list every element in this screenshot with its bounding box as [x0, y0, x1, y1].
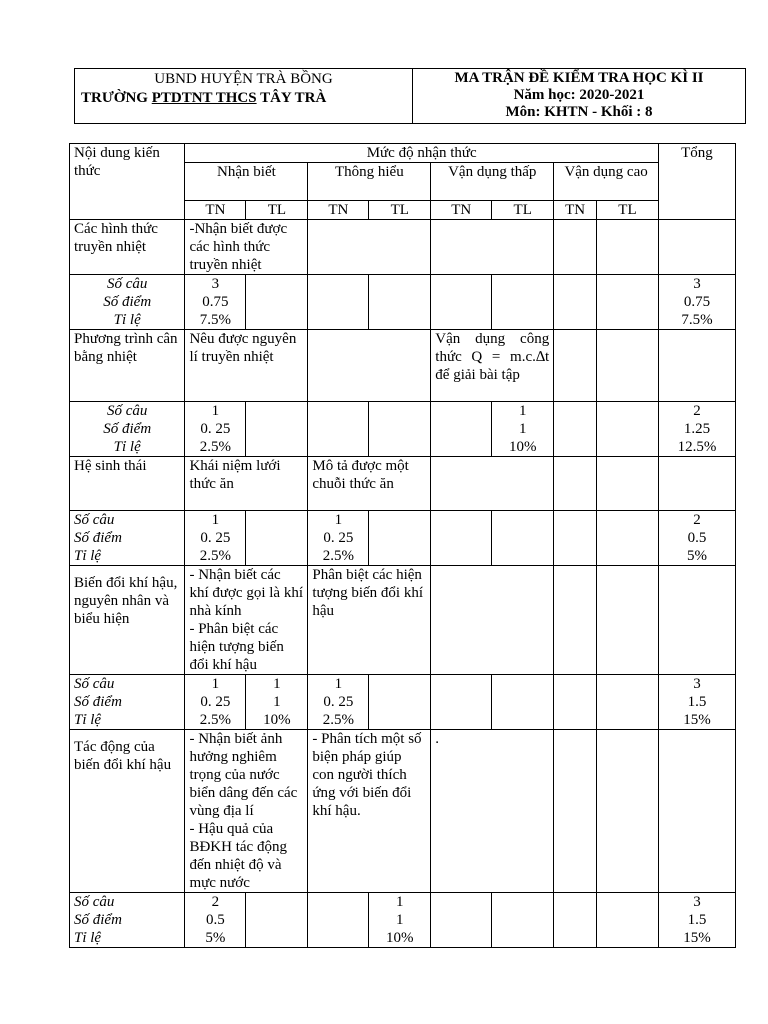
stat-label: Tỉ lệ: [113, 312, 141, 328]
stat-nb-tn: [185, 675, 246, 730]
topic-row: [70, 457, 736, 511]
stat-label: Số câu: [74, 894, 115, 910]
exam-matrix-table: [69, 143, 736, 948]
stat-vdc-tl: [596, 275, 658, 330]
van-dung-thap-description: [431, 457, 554, 511]
stat-vdt-tn: [431, 402, 492, 457]
stat-value: 3: [693, 894, 701, 910]
stat-nb-tn: [185, 402, 246, 457]
stat-label: Tỉ lệ: [113, 439, 141, 455]
stat-vdc-tn: [554, 275, 597, 330]
description-line: - Hậu quả của BĐKH tác động đến nhiệt độ và mực nước: [189, 821, 287, 891]
stat-value: 5%: [205, 930, 226, 946]
stat-value: 0. 25: [200, 694, 231, 710]
stat-value: 0. 25: [323, 694, 354, 710]
stat-th-tl: [369, 893, 431, 948]
stat-vdt-tl: [492, 675, 554, 730]
stat-value: 1: [518, 421, 527, 437]
stat-th-tl: [369, 402, 431, 457]
stat-total: [658, 275, 735, 330]
stat-vdc-tl: [596, 893, 658, 948]
stat-total: [658, 402, 735, 457]
description-line: -Nhận biết được các hình thức truyền nhiệt: [189, 221, 288, 273]
stat-value: 2.5%: [199, 548, 232, 564]
van-dung-thap-description: [431, 566, 554, 675]
stat-value: 2.5%: [199, 439, 232, 455]
stat-value: 15%: [683, 712, 711, 728]
stat-value: 10%: [508, 439, 537, 455]
topic-name: Hệ sinh thái: [70, 457, 185, 511]
stat-nb-tl: [246, 275, 308, 330]
van-dung-cao-tl-cell: [596, 220, 658, 275]
stat-nb-tn: [185, 275, 246, 330]
total-header: Tổng: [658, 144, 735, 220]
description-line: Nêu được nguyên lí truyền nhiệt: [189, 331, 297, 365]
stat-total: [658, 893, 735, 948]
stat-value: 10%: [386, 930, 414, 946]
stat-value: 1.25: [683, 421, 711, 437]
description-line: Vận dụng công thức Q = m.c.∆t để giải bài tập: [435, 331, 550, 383]
description-line: Phân biệt các hiện tượng biến đổi khí hậu: [312, 567, 424, 619]
stat-value: 3: [693, 276, 701, 292]
stats-row: [70, 893, 736, 948]
stat-vdt-tl: [492, 511, 554, 566]
topic-name: Tác động của biến đổi khí hậu: [70, 730, 185, 893]
sub-tl: TL: [369, 201, 431, 220]
van-dung-thap-description: [431, 220, 554, 275]
content-header: Nội dung kiến thức: [70, 144, 185, 220]
total-cell: [658, 457, 735, 511]
stat-vdt-tn: [431, 275, 492, 330]
sub-tl: TL: [492, 201, 554, 220]
stat-label: Số điểm: [103, 294, 152, 310]
description-line: - Phân tích một số biện pháp giúp con người thích ứng với biến đổi khí hậu.: [312, 731, 422, 819]
stat-labels: [70, 402, 185, 457]
stat-value: 12.5%: [677, 439, 717, 455]
stat-vdt-tl: [492, 893, 554, 948]
school-info: [75, 69, 413, 123]
stat-label: Tỉ lệ: [74, 712, 102, 728]
stat-nb-tn: [185, 893, 246, 948]
nhan-biet-description: [185, 220, 308, 275]
total-cell: [658, 220, 735, 275]
stat-th-tn: [308, 675, 369, 730]
van-dung-thap-description: [431, 330, 554, 402]
stat-value: 2.5%: [199, 712, 232, 728]
stat-value: 1.5: [687, 694, 707, 710]
van-dung-cao-tn-cell: [554, 566, 597, 675]
stat-labels: [70, 893, 185, 948]
nhan-biet-description: [185, 566, 308, 675]
stat-label: Tỉ lệ: [74, 548, 102, 564]
description-line: Khái niệm lưới thức ăn: [189, 458, 281, 492]
document-header: [74, 68, 746, 124]
stat-label: Số điểm: [103, 421, 152, 437]
topic-name: Các hình thức truyền nhiệt: [70, 220, 185, 275]
van-dung-thap-description: [431, 730, 554, 893]
van-dung-cao-tn-cell: [554, 730, 597, 893]
description-line: - Nhận biết ảnh hưởng nghiêm trọng của nước biển dâng đến các vùng địa lí: [189, 731, 298, 819]
stat-label: Tỉ lệ: [74, 930, 102, 946]
van-dung-cao-tl-cell: [596, 730, 658, 893]
sub-tn: TN: [554, 201, 597, 220]
stat-value: 2: [693, 403, 701, 419]
description-line: .: [435, 731, 440, 747]
thong-hieu-description: [308, 457, 431, 511]
van-dung-cao-tl-cell: [596, 330, 658, 402]
stat-value: 1: [396, 894, 404, 910]
stat-vdc-tn: [554, 402, 597, 457]
stat-labels: [70, 511, 185, 566]
stat-total: [658, 675, 735, 730]
stat-value: 1: [211, 512, 220, 528]
exam-info: [413, 69, 745, 123]
stat-th-tl: [369, 511, 431, 566]
stat-value: 1: [273, 676, 281, 692]
thong-hieu-description: [308, 220, 431, 275]
stat-nb-tn: [185, 511, 246, 566]
stat-value: 0.75: [202, 294, 229, 310]
nhan-biet-description: [185, 330, 308, 402]
topic-name: Phương trình cân bằng nhiệt: [70, 330, 185, 402]
stat-vdt-tl: [492, 402, 554, 457]
stat-labels: [70, 275, 185, 330]
level-header: Mức độ nhận thức: [185, 144, 659, 163]
nhan-biet-description: [185, 730, 308, 893]
stat-value: 7.5%: [199, 312, 232, 328]
thong-hieu-description: [308, 566, 431, 675]
stat-vdt-tn: [431, 893, 492, 948]
stat-vdc-tl: [596, 675, 658, 730]
stat-vdc-tn: [554, 893, 597, 948]
stat-vdc-tl: [596, 402, 658, 457]
school-year: Năm học: 2020-2021: [513, 87, 645, 103]
stat-value: 1: [396, 912, 404, 928]
level-nhan-biet: Nhận biết: [185, 163, 308, 201]
sub-tn: TN: [185, 201, 246, 220]
stat-th-tn: [308, 511, 369, 566]
sub-tl: TL: [596, 201, 658, 220]
stat-nb-tl: [246, 511, 308, 566]
school-name: TRƯỜNG PTDTNT THCS TÂY TRÀ: [81, 90, 327, 106]
stat-vdc-tl: [596, 511, 658, 566]
stat-label: Số câu: [74, 512, 115, 528]
thong-hieu-description: [308, 730, 431, 893]
stats-row: [70, 275, 736, 330]
stat-value: 1: [334, 512, 343, 528]
stat-value: 2: [211, 894, 220, 910]
stat-value: 0.5: [206, 912, 225, 928]
stat-value: 1: [211, 676, 220, 692]
stat-value: 0. 25: [323, 530, 354, 546]
stat-nb-tl: [246, 675, 308, 730]
stats-row: [70, 402, 736, 457]
stat-value: 7.5%: [681, 312, 713, 328]
stat-value: 0. 25: [200, 421, 231, 437]
stats-row: [70, 511, 736, 566]
stat-label: Số câu: [74, 676, 115, 692]
stat-label: Số câu: [107, 403, 148, 419]
stat-vdt-tl: [492, 275, 554, 330]
stat-label: Số điểm: [74, 912, 122, 928]
stat-value: 5%: [686, 548, 707, 564]
level-van-dung-cao: Vận dụng cao: [554, 163, 659, 201]
stat-th-tn: [308, 893, 369, 948]
sub-tn: TN: [308, 201, 369, 220]
stat-value: 0.5: [687, 530, 707, 546]
level-van-dung-thap: Vận dụng thấp: [431, 163, 554, 201]
description-line: - Phân biệt các hiện tượng biến đổi khí hậu: [189, 621, 284, 673]
stat-vdc-tn: [554, 675, 597, 730]
stat-value: 2: [693, 512, 701, 528]
van-dung-cao-tn-cell: [554, 457, 597, 511]
total-cell: [658, 566, 735, 675]
stats-row: [70, 675, 736, 730]
topic-row: [70, 730, 736, 893]
level-thong-hieu: Thông hiểu: [308, 163, 431, 201]
stat-vdt-tn: [431, 511, 492, 566]
district-name: UBND HUYỆN TRÀ BỒNG: [154, 71, 333, 87]
topic-row: [70, 220, 736, 275]
stat-value: 2.5%: [322, 548, 354, 564]
stat-nb-tl: [246, 402, 308, 457]
subject-grade: Môn: KHTN - Khối : 8: [505, 104, 653, 120]
van-dung-cao-tl-cell: [596, 457, 658, 511]
stat-value: 1: [334, 676, 343, 692]
nhan-biet-description: [185, 457, 308, 511]
stat-nb-tl: [246, 893, 308, 948]
stat-value: 15%: [683, 930, 711, 946]
stat-value: 10%: [263, 712, 291, 728]
stat-label: Số điểm: [74, 694, 122, 710]
topic-row: [70, 566, 736, 675]
sub-tn: TN: [431, 201, 492, 220]
stat-th-tn: [308, 402, 369, 457]
stat-label: Số điểm: [74, 530, 122, 546]
stat-value: 1: [273, 694, 281, 710]
stat-th-tn: [308, 275, 369, 330]
total-cell: [658, 730, 735, 893]
thong-hieu-description: [308, 330, 431, 402]
stat-value: 0. 25: [200, 530, 231, 546]
exam-title: MA TRẬN ĐỀ KIỂM TRA HỌC KÌ II: [454, 70, 704, 86]
description-line: Mô tả được một chuỗi thức ăn: [312, 458, 409, 492]
stat-value: 3: [211, 276, 220, 292]
stat-value: 2.5%: [322, 712, 354, 728]
topic-row: [70, 330, 736, 402]
total-cell: [658, 330, 735, 402]
stat-vdt-tn: [431, 675, 492, 730]
van-dung-cao-tn-cell: [554, 220, 597, 275]
stat-value: 0.75: [683, 294, 711, 310]
stat-th-tl: [369, 275, 431, 330]
stat-th-tl: [369, 675, 431, 730]
stat-value: 1: [518, 403, 527, 419]
stat-total: [658, 511, 735, 566]
description-line: - Nhận biết các khí được gọi là khí nhà kính: [189, 567, 304, 619]
van-dung-cao-tn-cell: [554, 330, 597, 402]
stat-labels: [70, 675, 185, 730]
stat-value: 3: [693, 676, 701, 692]
stat-label: Số câu: [107, 276, 148, 292]
sub-tl: TL: [246, 201, 308, 220]
van-dung-cao-tl-cell: [596, 566, 658, 675]
stat-vdc-tn: [554, 511, 597, 566]
stat-value: 1.5: [687, 912, 707, 928]
stat-value: 1: [211, 403, 220, 419]
topic-name: Biến đổi khí hậu, nguyên nhân và biểu hiện: [70, 566, 185, 675]
